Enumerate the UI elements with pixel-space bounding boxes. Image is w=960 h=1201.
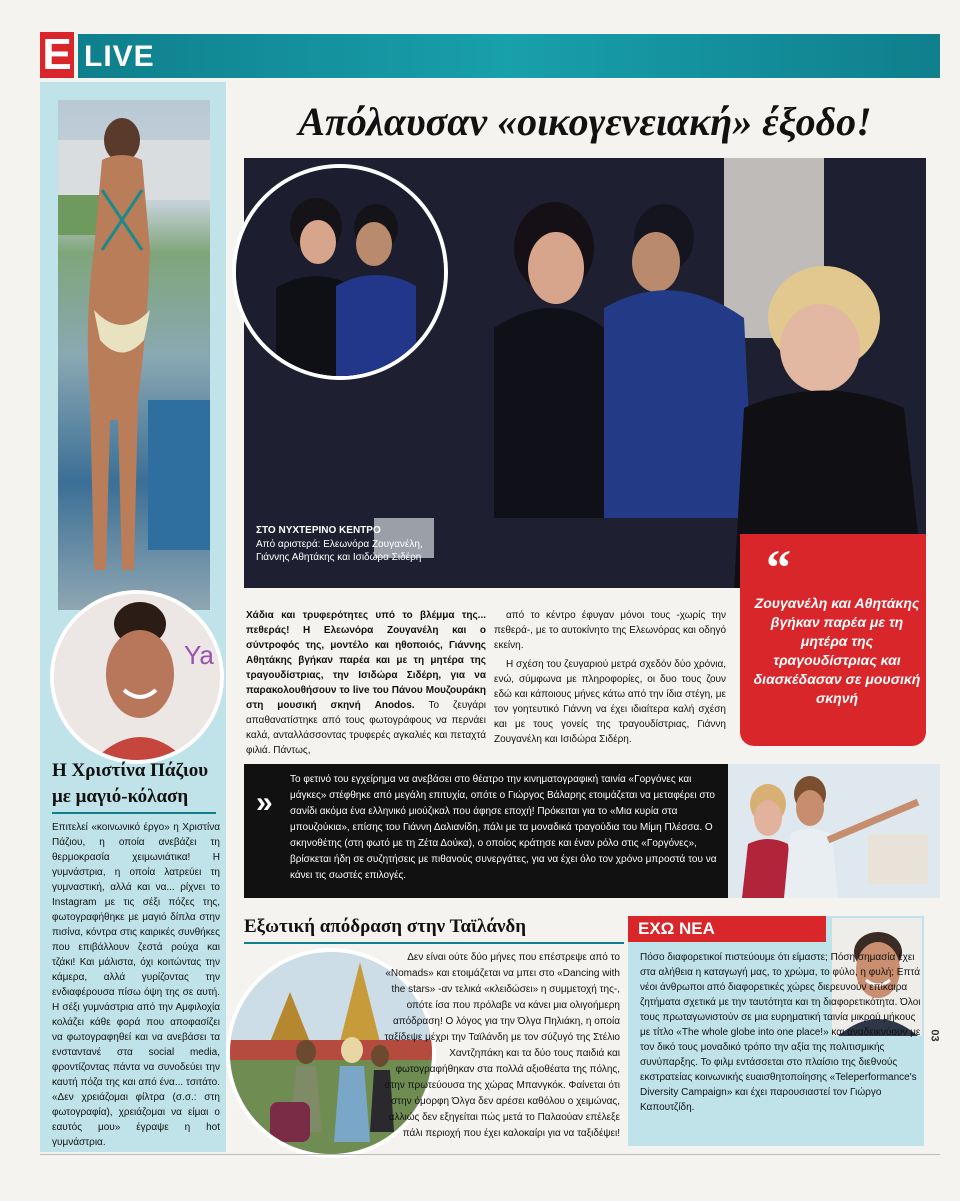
- article-column-2: [494, 608, 726, 751]
- thailand-article-body: Δεν είναι ούτε δύο μήνες που επέστρεψε από το «Nomads» και ετοιμάζεται να μπει στο «Dancing with the stars» -αν τελικά «κλειδώσει» η συμμετοχή της-, οπότε ίσα που πρόλαβε να κάνει μια ολιγοήμερη απόδραση! Ο λόγος για την Όλγα Πηλιάκη, η οποία ταξίδεψε μέχρι την Ταϊλάνδη με τον σύζυγό της Στέλιο Χαντζηπάκη και τα δύο τους παιδιά και φωτογραφήθηκαν στα πολλά αξιοθέατα της πόλης, στην πρωτεύουσα της χώρας Μπανγκόκ. Φαίνεται ότι στην όμορφη Όλγα δεν αρέσει καθόλου ο χειμώνας, αλλιώς δεν εξηγείται πώς μετά το Παλαούαν επέλεξε πάλι περιοχή που έχει καλοκαίρι για να ταξιδέψει!: [384, 952, 620, 1139]
- bikini-photo: [58, 100, 210, 610]
- article-lead: Χάδια και τρυφερότητες υπό το βλέμμα της... πεθεράς! Η Ελεωνόρα Ζουγανέλη και ο σύντροφός της, μοντέλο και ηθοποιός, Γιάννης Αθητάκης βγήκαν παρέα και με τη μητέρα της τραγουδίστριας, την Ισιδώρα Σιδέρη, για να παρακολουθήσουν το live του Πάνου Μουζουράκη στη μουσική σκηνή Anodos.: [246, 610, 486, 711]
- page-bottom-rule: [40, 1154, 940, 1155]
- svg-text:Ya: Ya: [184, 640, 214, 670]
- section-label: LIVE: [84, 40, 155, 73]
- article-paragraph: από το κέντρο έφυγαν μόνοι τους -χωρίς την πεθερά-, με το αυτοκίνητο της Ελεωνόρας και οδηγό εκείνη.: [494, 610, 726, 651]
- strip-text: Το φετινό του εγχείρημα να ανεβάσει στο θέατρο την κινηματογραφική ταινία «Γοργόνες και μάγκες» στέφθηκε από μεγάλη επιτυχία, οπότε ο Γιώργος Βάλαρης ετοιμάζεται να μεταφέρει στο σανίδι ακόμα ένα ελληνικό μιούζικαλ που άφησε εποχή! Πρόκειται για το «Μια κυρία στα μπουζούκια», επίσης του Γιάννη Δαλιανίδη, πάλι με τα μοναδικά τραγούδια του Μίμη Πλέσσα. Ο σκηνοθέτης (στη φωτό με τη Ζέτα Δούκα), ο οποίος κράτησε και έναν ρόλο στις «Γοργόνες», βρίσκεται ήδη σε συζητήσεις με πιθανούς συνεργάτες, για να έχει όλο τον χρόνο μπροστά του να κάνει τις σωστές επιλογές.: [290, 774, 717, 881]
- bikini-photo-illustration: [58, 100, 210, 610]
- pull-quote: Ζουγανέλη και Αθητάκης βγήκαν παρέα με τη μητέρα της τραγουδίστριας και διασκέδασαν σε μουσική σκηνή: [753, 595, 921, 706]
- portrait-illustration: [54, 594, 220, 760]
- theater-photo: [728, 764, 940, 898]
- thailand-title-rule: [244, 942, 624, 944]
- section-bar: [78, 34, 940, 78]
- article-column-1: [246, 608, 486, 758]
- theater-illustration: [728, 764, 940, 898]
- magazine-logo: E: [40, 32, 74, 78]
- photo-caption: Από αριστερά: Ελεωνόρα Ζουγανέλη, Γιάννης Αθητάκης και Ισιδώρα Σιδέρη: [256, 539, 423, 563]
- news-box-text: Πόσο διαφορετικοί πιστεύουμε ότι είμαστε; Πόση σημασία έχει στα αλήθεια η καταγωγή μας, το χρώμα, το φύλο, η φυλή; Επτά νέοι άνθρωποι από διαφορετικές χώρες διερευνούν επίκαιρα ζητήματα σχετικά με την ταυτότητα και τη διαφορετικότητα. Όλοι τους πρωταγωνιστούν σε μια ευρηματική ταινία μικρού μήκους με τίτλο «The whole globe into one place!» και αναδεικνύουν με τον δικό τους μοναδικό τρόπο την αξία της πολιτισμικής συνύπαρξης. Το φιλμ εντάσσεται στο πλαίσιο της διεθνούς εκστρατείας κοινωνικής ευαισθητοποίησης «Teleperformance's Diversity Campaign» και έχει παρουσιαστεί τον Γιώργο Καπουτζίδη.: [640, 952, 921, 1113]
- main-article-title: Απόλαυσαν «οικογενειακή» έξοδο!: [298, 99, 872, 144]
- left-title-rule: [52, 812, 216, 814]
- article-text: Το ζευγάρι απαθανατίστηκε από τους φωτογράφους να περνάει καλά, ανταλλάσσοντας τρυφερές αγκαλιές και πεταχτά φιλιά. Πάντως,: [246, 700, 486, 756]
- left-article-body: Επιτελεί «κοινωνικό έργο» η Χριστίνα Πάζιου, η οποία ανεβάζει τη θερμοκρασία χειμωνιάτικα! Η γυμνάστρια, η οποία λατρεύει τη γυμναστική, αλλά και να... ρίχνει το Instagram με τις σέξι πόζες της, φωτογραφήθηκε με μαγιό δίπλα στην πισίνα, κόντρα στις καιρικές συνθήκες που επιβάλλουν ζεστά ρούχα και τζάκι! Και μάλιστα, όχι κοιτώντας την κάμερα, αλλά γυρίζοντας την ενδιαφέρουσα πίσω όψη της σε αυτή. Η σέξι γυμνάστρια από την Αμφιλοχία κολάζει κάθε φορά που αποφασίζει να φωτογραφηθεί και να ανεβάσει τα ενσταντανέ στα social media, φροντίζοντας πάντα να συνοδεύει την καυτή πόζα της και από ένα... τσιτάτο. «Δεν χρειάζομαι φίλτρα (σ.σ.: στη φωτογραφία), χρειάζομαι να είμαι ο εαυτός μου» έγραψε η hot γυμνάστρια.: [52, 822, 220, 1148]
- news-box-label: ΕΧΩ ΝΕΑ: [628, 916, 826, 942]
- photo-caption-heading: ΣΤΟ ΝΥΧΤΕΡΙΝΟ ΚΕΝΤΡΟ: [256, 525, 381, 536]
- portrait-inset: [50, 590, 224, 764]
- strip-quote-icon: »: [256, 786, 273, 819]
- left-article-title: Η Χριστίνα Πάζιου με μαγιό-κόλαση: [52, 760, 209, 807]
- thailand-article-title: Εξωτική απόδραση στην Ταϊλάνδη: [244, 916, 527, 937]
- article-paragraph: Η σχέση του ζευγαριού μετρά σχεδόν δύο χρόνια, ενώ, σύμφωνα με πληροφορίες, οι δυο τους ζουν εδώ και κάποιους μήνες κάτω από την ίδια στέγη, με τον γοητευτικό Γιάννη να έχει ιδιαίτερα καλή σχέση και με τους γονείς της τραγουδίστριας, Γιάννη Ζουγανέλη και Ισιδώρα Σιδέρη.: [494, 659, 726, 745]
- quote-mark-icon: “: [766, 539, 791, 595]
- page-number: 03: [928, 1029, 941, 1042]
- couple-inset-photo: [232, 164, 448, 380]
- couple-inset-illustration: [236, 168, 444, 376]
